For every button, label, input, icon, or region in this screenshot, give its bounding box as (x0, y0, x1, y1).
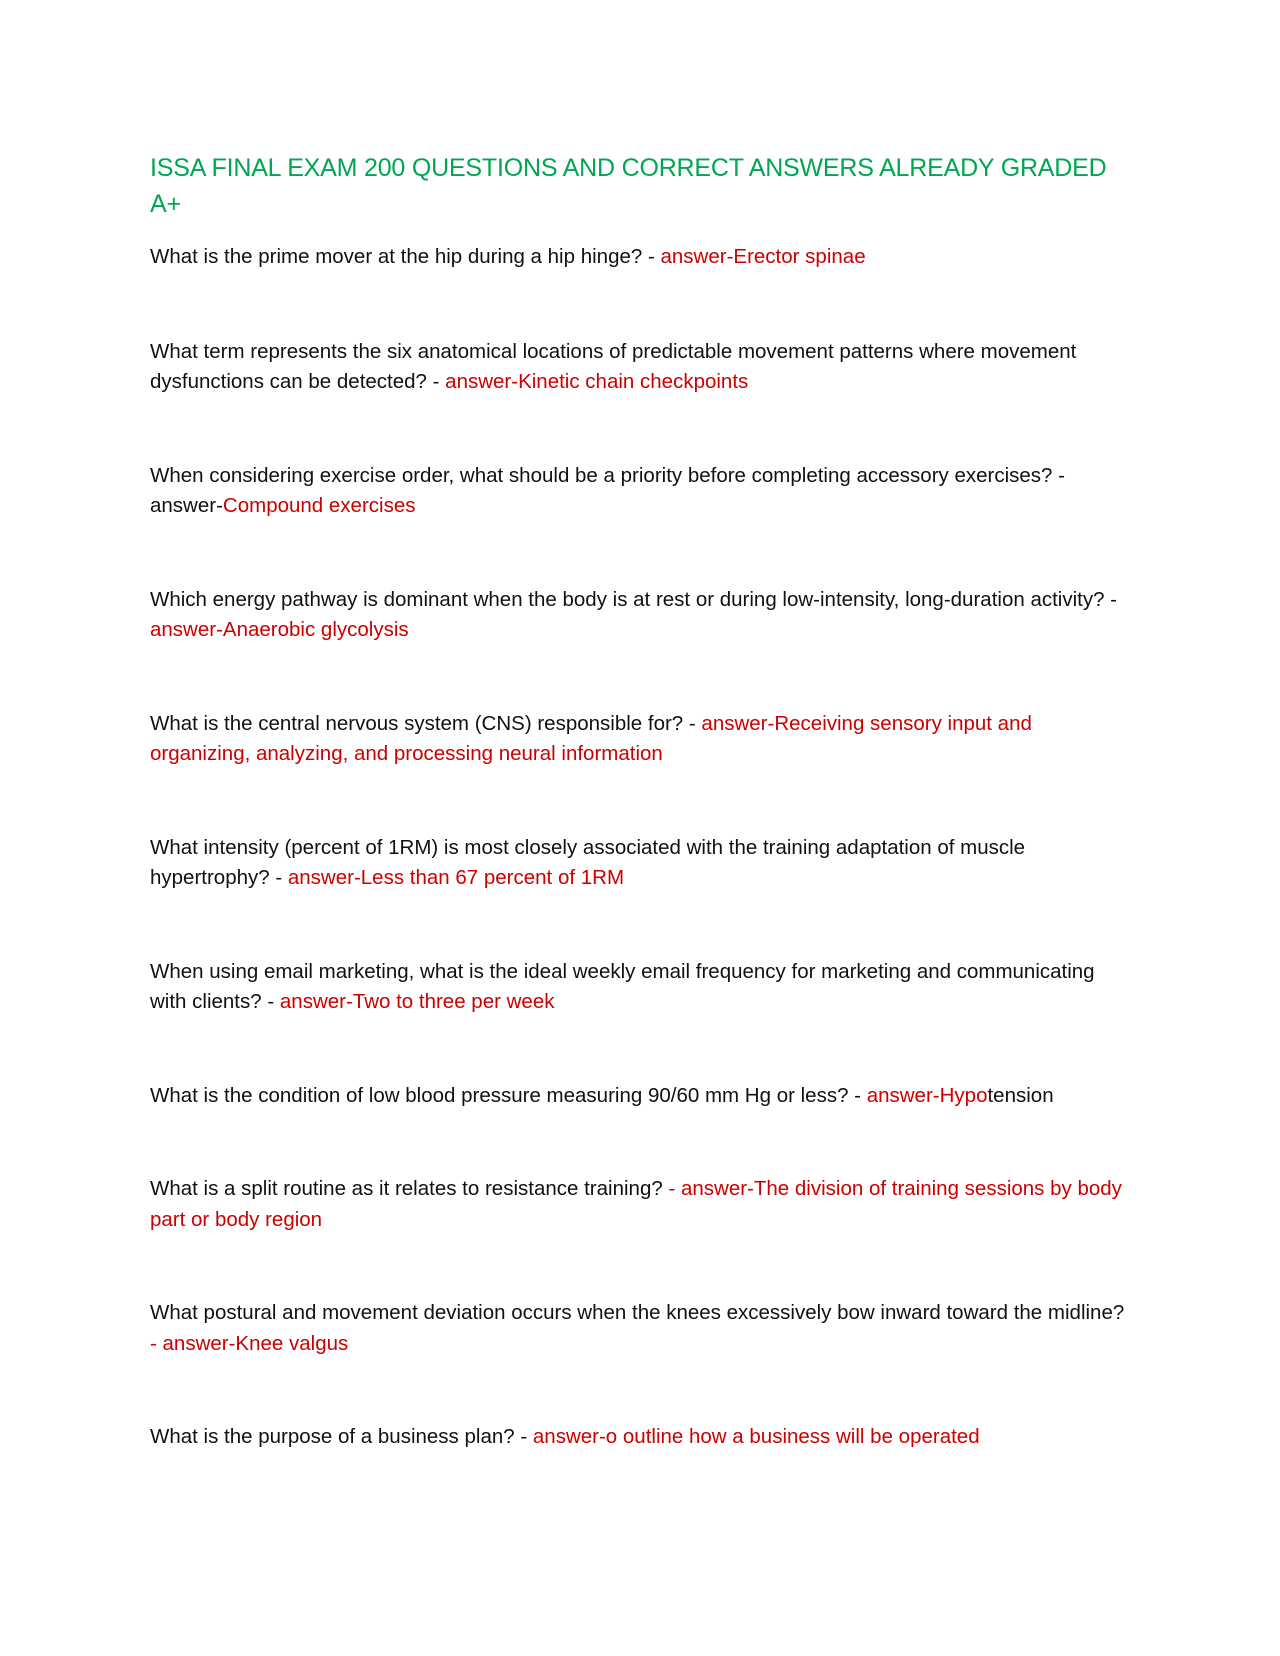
question-text: What postural and movement deviation occurs when the knees excessively bow inward toward the midline? (150, 1301, 1125, 1324)
answer-text: answer-Hypo (866, 1083, 988, 1107)
answer-text: answer-o outline how a business will be operated (532, 1425, 980, 1448)
qa-item (150, 833, 1130, 894)
qa-item (150, 1081, 1130, 1112)
question-text: What is a split routine as it relates to resistance training? (150, 1177, 669, 1200)
answer-text: Compound exercises (222, 494, 416, 517)
question-text: What is the condition of low blood pressure measuring 90/60 mm Hg or less? - (150, 1083, 867, 1107)
qa-item (150, 709, 1130, 770)
question-text: What is the central nervous system (CNS) responsible for? - (150, 711, 702, 735)
qa-item (150, 1422, 1130, 1453)
qa-item (150, 242, 1130, 273)
qa-item (150, 585, 1130, 646)
qa-item (150, 1298, 1130, 1359)
qa-item (150, 337, 1130, 398)
qa-item (150, 1174, 1130, 1235)
question-text: What is the prime mover at the hip during a hip hinge? - (150, 245, 661, 268)
qa-item (150, 461, 1130, 522)
question-text: What intensity (percent of 1RM) is most closely associated with the training adaptation of muscle hypertrophy? - (150, 835, 1026, 889)
answer-text: answer-Kinetic chain checkpoints (445, 370, 749, 393)
question-text: When using email marketing, what is the ideal weekly email frequency for marketing and communicating with clients? - (150, 959, 1095, 1013)
answer-text: answer-Less than 67 percent of 1RM (287, 866, 625, 889)
answer-suffix-text: tension (987, 1083, 1054, 1107)
answer-text: - answer-Knee valgus (150, 1331, 349, 1355)
question-text: What term represents the six anatomical locations of predictable movement patterns where movement dysfunctions can be detected? - (150, 339, 1077, 393)
answer-text: answer-Anaerobic glycolysis (150, 618, 409, 641)
question-text: Which energy pathway is dominant when the body is at rest or during low-intensity, long-duration activity? - (150, 587, 1118, 611)
question-text: What is the purpose of a business plan? - (150, 1425, 533, 1448)
qa-item (150, 957, 1130, 1018)
answer-text: answer-Erector spinae (660, 245, 866, 268)
answer-text: answer-Two to three per week (279, 990, 555, 1013)
document-title: ISSA FINAL EXAM 200 QUESTIONS AND CORRECT ANSWERS ALREADY GRADED A+ (150, 154, 1107, 218)
answer-text: - answer-The division of training sessions by body part or body region (150, 1177, 1122, 1231)
question-text: When considering exercise order, what should be a priority before completing accessory exercises? - answer- (150, 463, 1065, 517)
answer-text: answer-Receiving sensory input and organizing, analyzing, and processing neural information (150, 711, 1032, 765)
